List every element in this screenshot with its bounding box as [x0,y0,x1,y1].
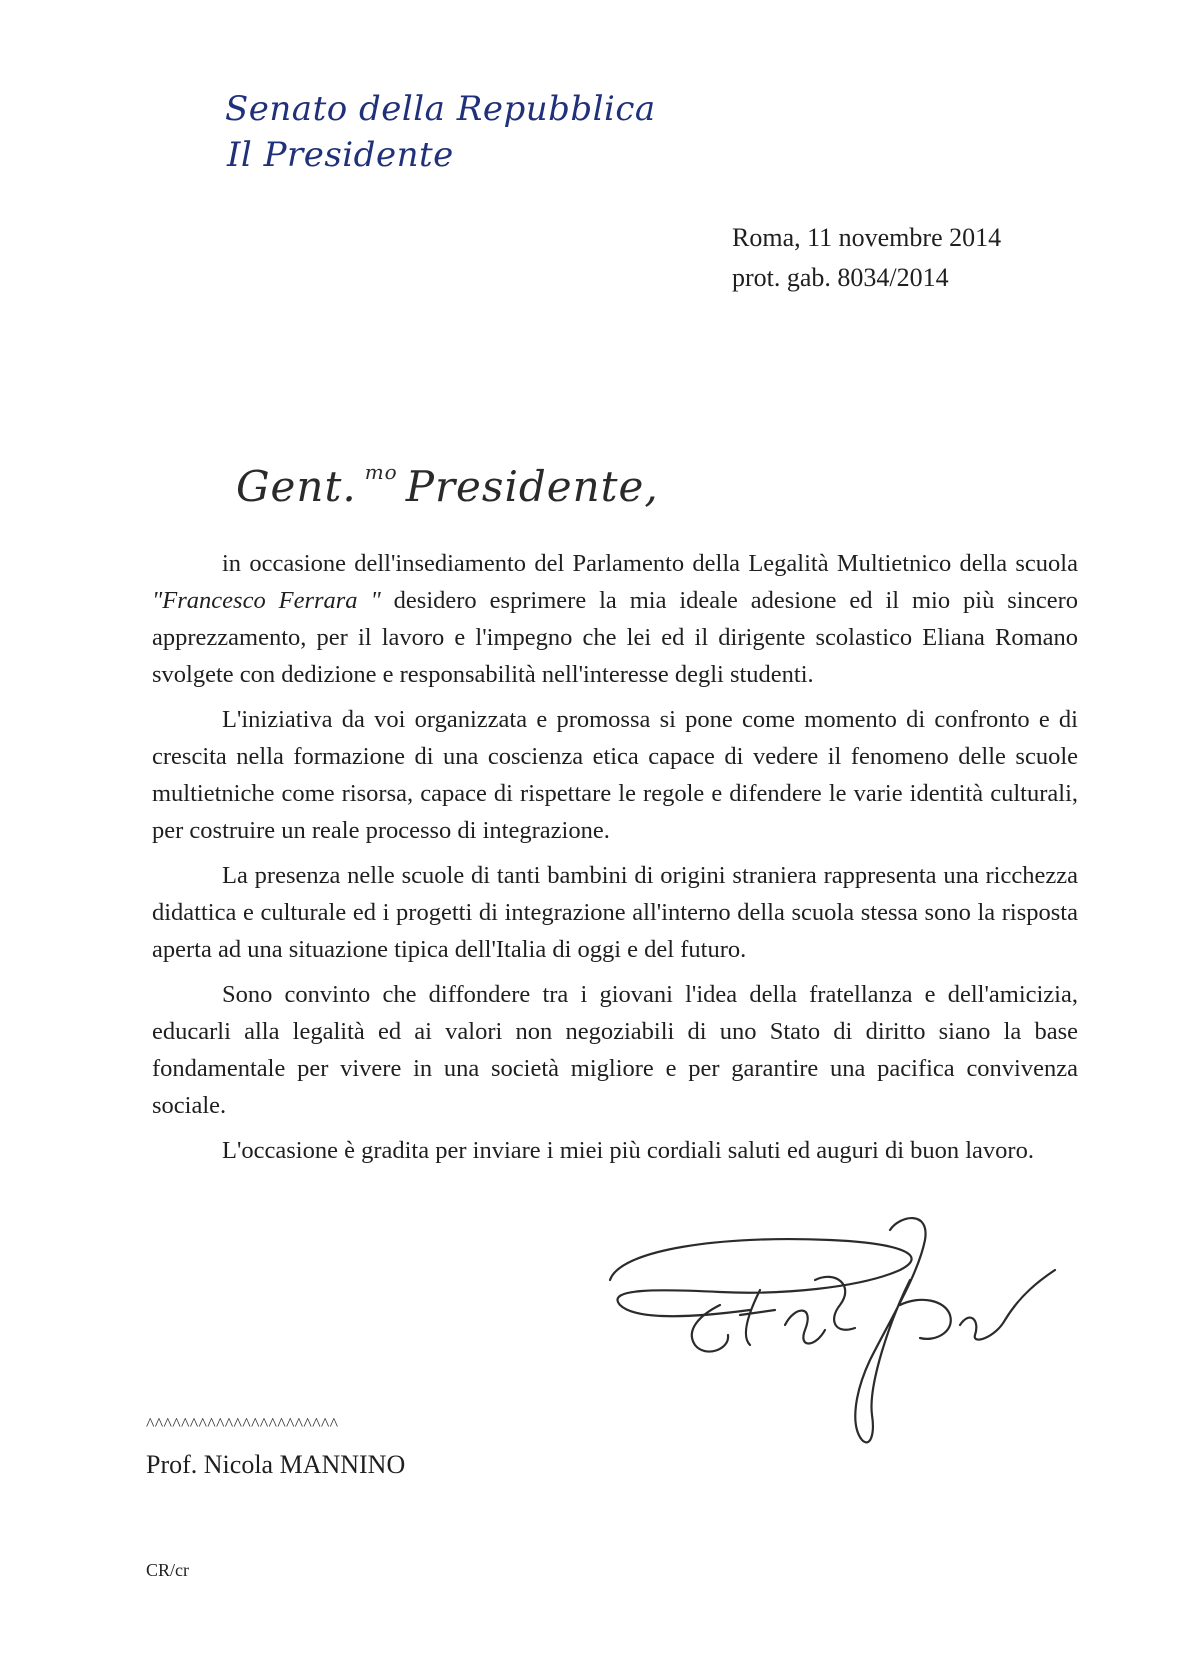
signer-name: Prof. Nicola MANNINO [146,1450,406,1479]
salutation-part2: Presidente, [405,462,659,511]
school-name: "Francesco Ferrara " [152,587,381,614]
paragraph-5: L'occasione è gradita per inviare i miei più cordiali saluti ed auguri di buon lavoro. [222,1137,1034,1164]
letterhead [225,86,656,178]
paragraph-3: La presenza nelle scuole di tanti bambini di origini straniera rappresenta una ricchezza didattica e culturale ed i progetti di integrazione all'interno della scuola stessa sono la risposta aperta ad una situazione tipica dell'Italia di oggi e del futuro. [152,862,1078,963]
paragraph-4: Sono convinto che diffondere tra i giovani l'idea della fratellanza e dell'amicizia, educarli alla legalità ed ai valori non negoziabili di uno Stato di diritto siano la base fondamentale per vivere in una società migliore e per garantire una pacifica convivenza sociale. [152,981,1078,1119]
letterhead-title: Il Presidente [227,135,454,175]
letter-body [152,545,1078,1177]
paragraph-1-text-b: desidero esprimere la mia ideale adesione ed il mio più sincero apprezzamento, per il lavoro e l'impegno che lei ed il dirigente scolastico Eliana Romano svolgete con dedizione e responsabilità nell'interesse degli studenti. [152,587,1078,688]
date-place: Roma, 11 novembre 2014 [732,223,1002,252]
paragraph-1-text-a: in occasione dell'insediamento del Parlamento della Legalità Multietnico della scuola [222,550,1078,577]
handwritten-signature-icon [600,1210,1060,1450]
signature-line: ^^^^^^^^^^^^^^^^^^^^^^ [146,1414,339,1434]
paragraph-2: L'iniziativa da voi organizzata e promossa si pone come momento di confronto e di crescita nella formazione di una coscienza etica capace di vedere il fenomeno delle scuole multietniche come risorsa, capace di rispettare le regole e difendere le varie identità culturali, per costruire un reale processo di integrazione. [152,706,1078,844]
salutation-superscript: mo [364,460,398,484]
paragraph-1 [152,545,1078,693]
date-block [732,218,1001,298]
letterhead-institution: Senato della Repubblica [225,89,656,129]
handwritten-salutation [236,460,659,511]
salutation-part1: Gent. [236,462,357,511]
reference-initials: CR/cr [146,1560,189,1580]
protocol-number: prot. gab. 8034/2014 [732,263,949,292]
